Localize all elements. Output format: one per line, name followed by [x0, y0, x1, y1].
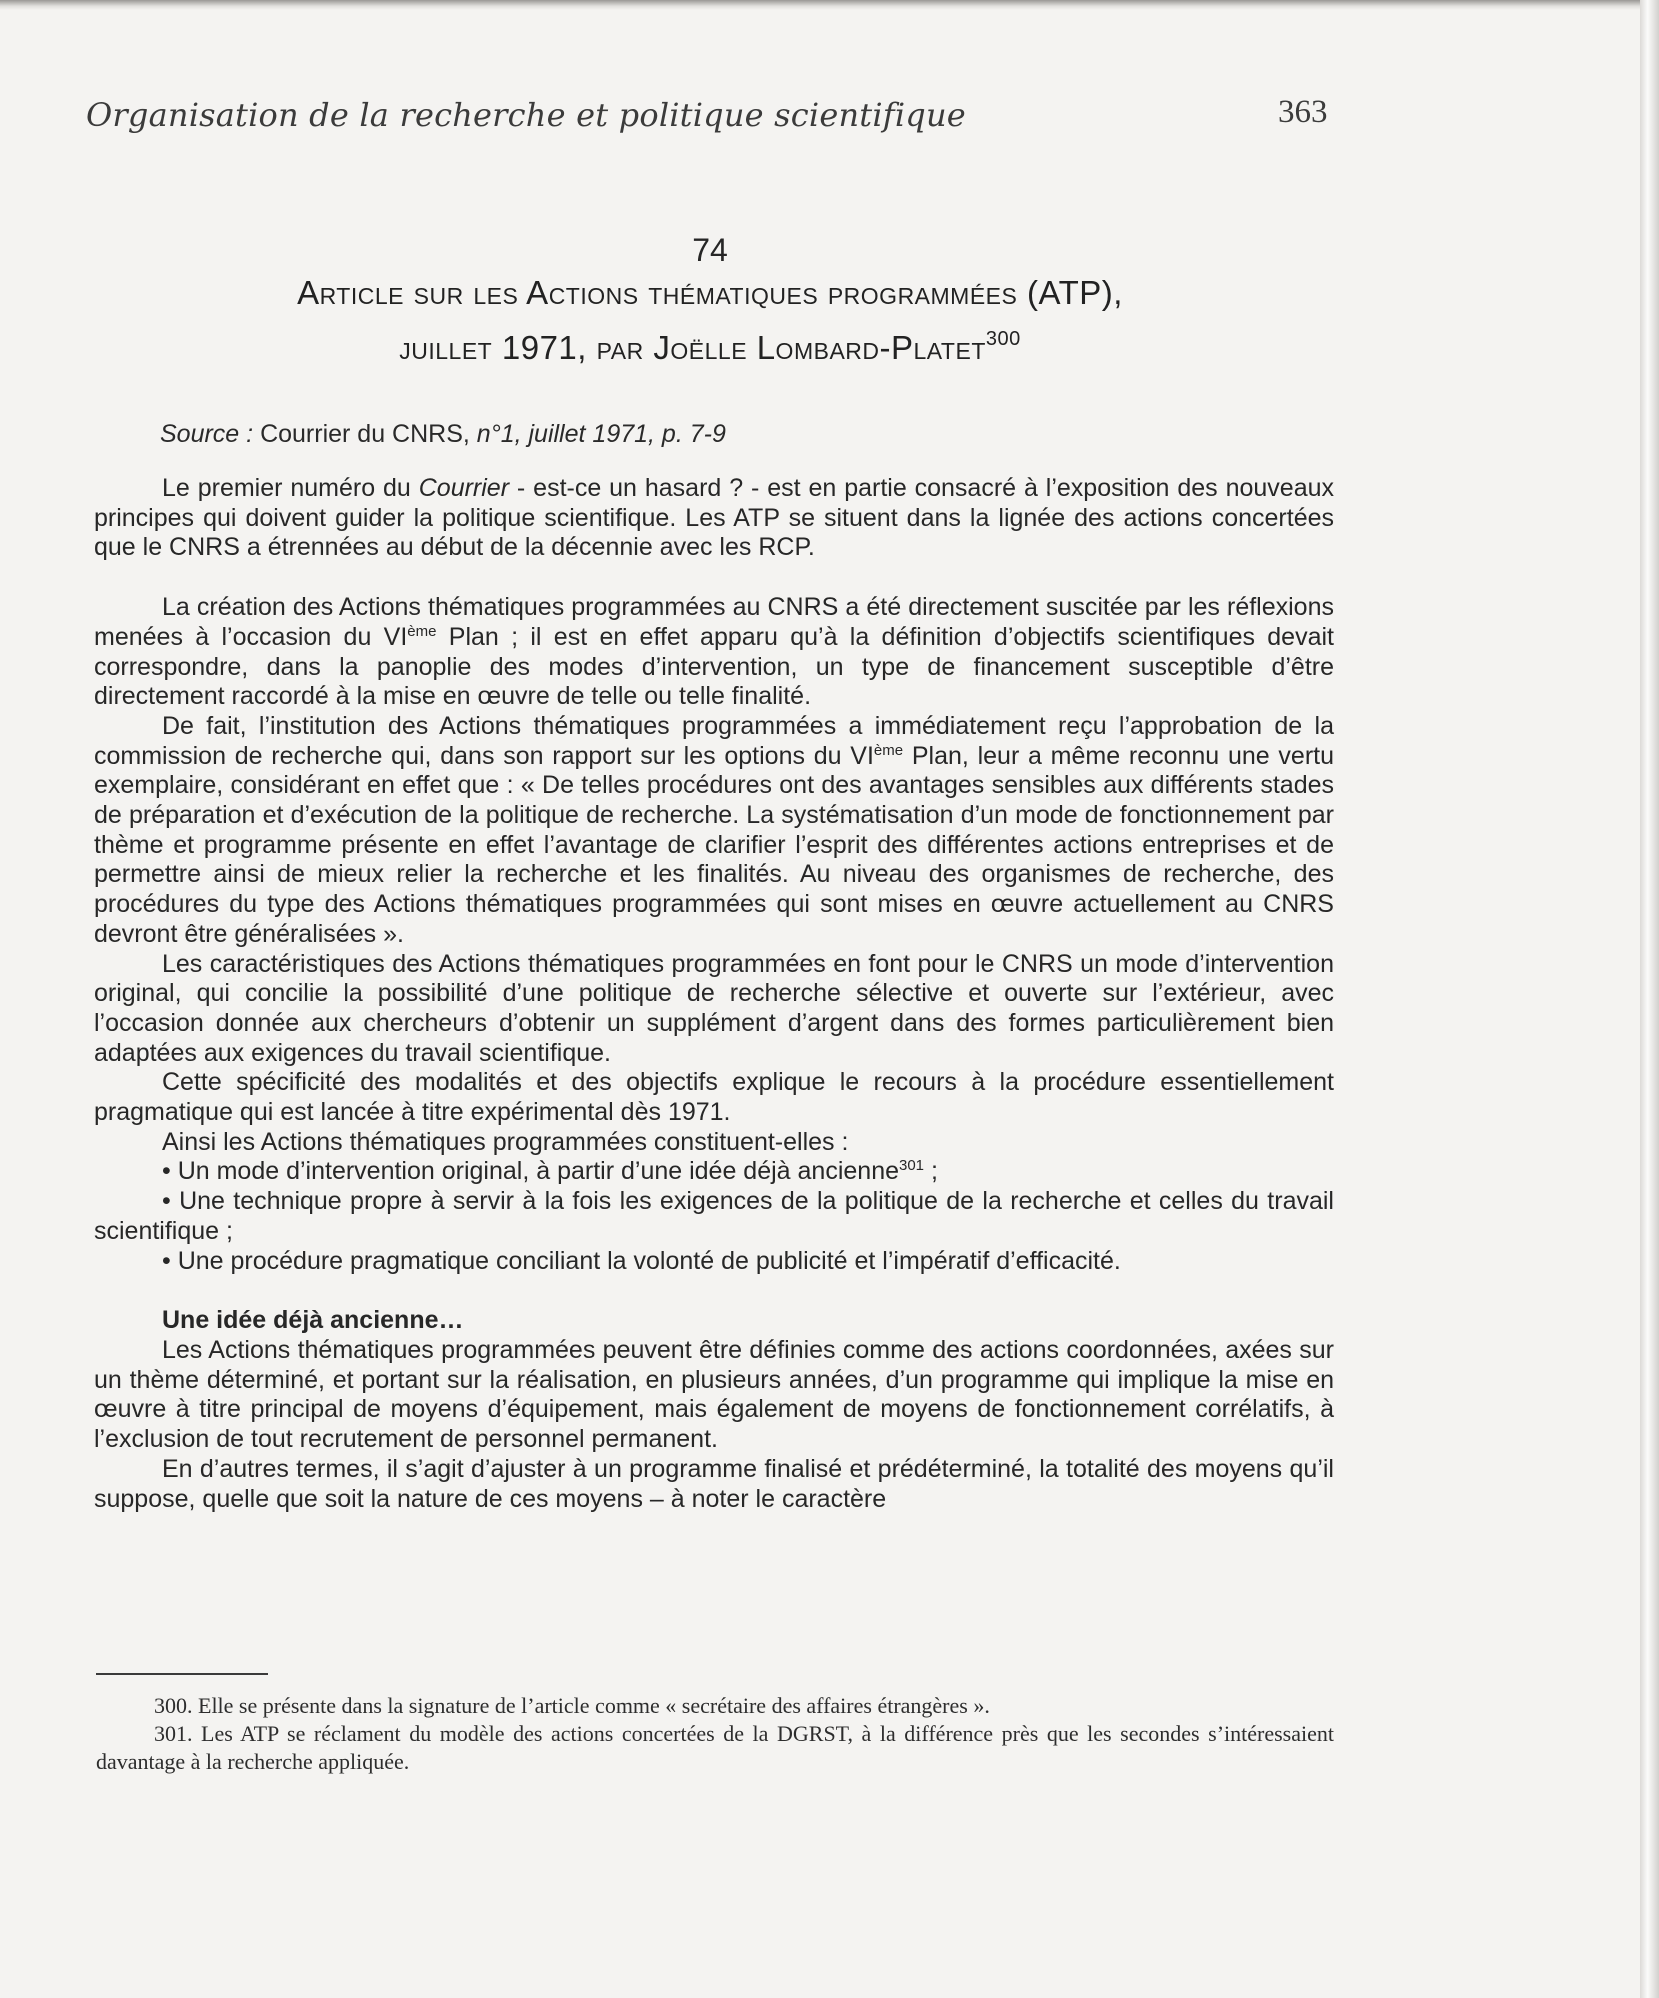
bullet-item-1 [94, 1157, 1334, 1187]
paragraph-2-sup: ème [873, 741, 904, 759]
paragraph-2-text-a: De fait, l’institution des Actions thématiques programmées a immédiatement reçu l’approbation de la commission de recherche qui, dans son rapport sur les options du VI [94, 711, 1334, 770]
source-details: n°1, juillet 1971, p. 7-9 [476, 420, 726, 448]
document-number: 74 [692, 232, 728, 268]
paragraph-7: En d’autres termes, il s’agit d’ajuster à un programme finalisé et prédéterminé, la totalité des moyens qu’il suppose, quelle que soit la nature de ces moyens – à noter le caractère [94, 1454, 1334, 1513]
bullet-item-2: • Une technique propre à servir à la fois les exigences de la politique de la recherche et celles du travail scientifique ; [94, 1187, 1334, 1245]
document-title-line2: juillet 1971, par Joëlle Lombard-Platet [399, 329, 986, 366]
source-line [160, 420, 726, 449]
bullet-1-text: • Un mode d’intervention original, à partir d’une idée déjà ancienne [162, 1157, 899, 1186]
source-label: Source : [160, 420, 254, 448]
paragraph-4: Cette spécificité des modalités et des objectifs explique le recours à la procédure essentiellement pragmatique qui est lancée à titre expérimental dès 1971. [94, 1068, 1334, 1127]
bullet-1-end: ; [924, 1157, 938, 1186]
footnote-divider [96, 1673, 268, 1675]
document-title [160, 270, 1260, 371]
footnote-ref-300: 300 [985, 328, 1021, 350]
footnotes [96, 1692, 1334, 1776]
paragraph-1-text-a: La création des Actions thématiques programmées au CNRS a été directement suscitée par les réflexions menées à l’occasion du VI [94, 593, 1334, 651]
paragraph-5: Ainsi les Actions thématiques programmées constituent-elles : [162, 1127, 849, 1156]
paragraph-2 [94, 712, 1334, 950]
paragraph-1 [94, 593, 1334, 712]
running-head: Organisation de la recherche et politique scientifique [86, 96, 966, 134]
page-number: 363 [1278, 94, 1328, 130]
document-title-line1: Article sur les Actions thématiques programmées (ATP), [297, 274, 1123, 311]
footnote-301: 301. Les ATP se réclament du modèle des actions concertées de la DGRST, à la différence près que les secondes s’intéressaient davantage à la recherche appliquée. [96, 1721, 1334, 1774]
article-body [94, 474, 1334, 1514]
intro-text-a: Le premier numéro du [162, 474, 419, 502]
source-journal: Courrier du CNRS, [260, 420, 470, 448]
paragraph-1-sup: ème [407, 622, 437, 640]
footnote-300: 300. Elle se présente dans la signature de l’article comme « secrétaire des affaires étrangères ». [154, 1693, 990, 1718]
paragraph-2-text-b: Plan, leur a même reconnu une vertu exemplaire, considérant en effet que : « De telles procédures ont des avantages sensibles aux différents stades de préparation et d’exécution de la politique de recherche. La systématisation d’un mode de fonctionnement par thème et programme présente en effet l’avantage de clarifier l’esprit des différentes actions entreprises et de permettre ainsi de mieux relier la recherche et les finalités. Au niveau des organismes de recherche, des procédures du type des Actions thématiques programmées qui sont mises en œuvre actuellement au CNRS devront être généralisées ». [94, 741, 1334, 948]
intro-italic: Courrier [418, 474, 510, 502]
paragraph-6: Les Actions thématiques programmées peuvent être définies comme des actions coordonnées, axées sur un thème déterminé, et portant sur la réalisation, en plusieurs années, d’un programme qui implique la mise en œuvre à titre principal de moyens d’équipement, mais également de moyens de fonctionnement corrélatifs, à l’exclusion de tout recrutement de personnel permanent. [94, 1335, 1334, 1454]
section-heading: Une idée déjà ancienne… [162, 1306, 464, 1335]
page-stack-edge [1640, 0, 1659, 1998]
page-top-edge [0, 0, 1640, 10]
paragraph-3: Les caractéristiques des Actions thématiques programmées en font pour le CNRS un mode d’intervention original, qui concilie la possibilité d’une politique de recherche sélective et ouverte sur l’extérieur, avec l’occasion donnée aux chercheurs d’obtenir un supplément d’argent dans des formes particulièrement bien adaptées aux exigences du travail scientifique. [94, 949, 1334, 1067]
intro-text-b: - est-ce un hasard ? - est en partie consacré à l’exposition des nouveaux principes qui doivent guider la politique scientifique. Les ATP se situent dans la lignée des actions concertées que le CNRS a étrennées au début de la décennie avec les RCP. [94, 474, 1334, 562]
intro-paragraph [94, 474, 1334, 563]
paragraph-1-text-b: Plan ; il est en effet apparu qu’à la définition d’objectifs scientifiques devait correspondre, dans la panoplie des modes d’intervention, un type de financement susceptible d’être directement raccordé à la mise en œuvre de telle ou telle finalité. [94, 622, 1334, 711]
footnote-ref-301: 301 [899, 1157, 925, 1175]
bullet-item-3: • Une procédure pragmatique conciliant la volonté de publicité et l’impératif d’efficacité. [162, 1246, 1121, 1275]
